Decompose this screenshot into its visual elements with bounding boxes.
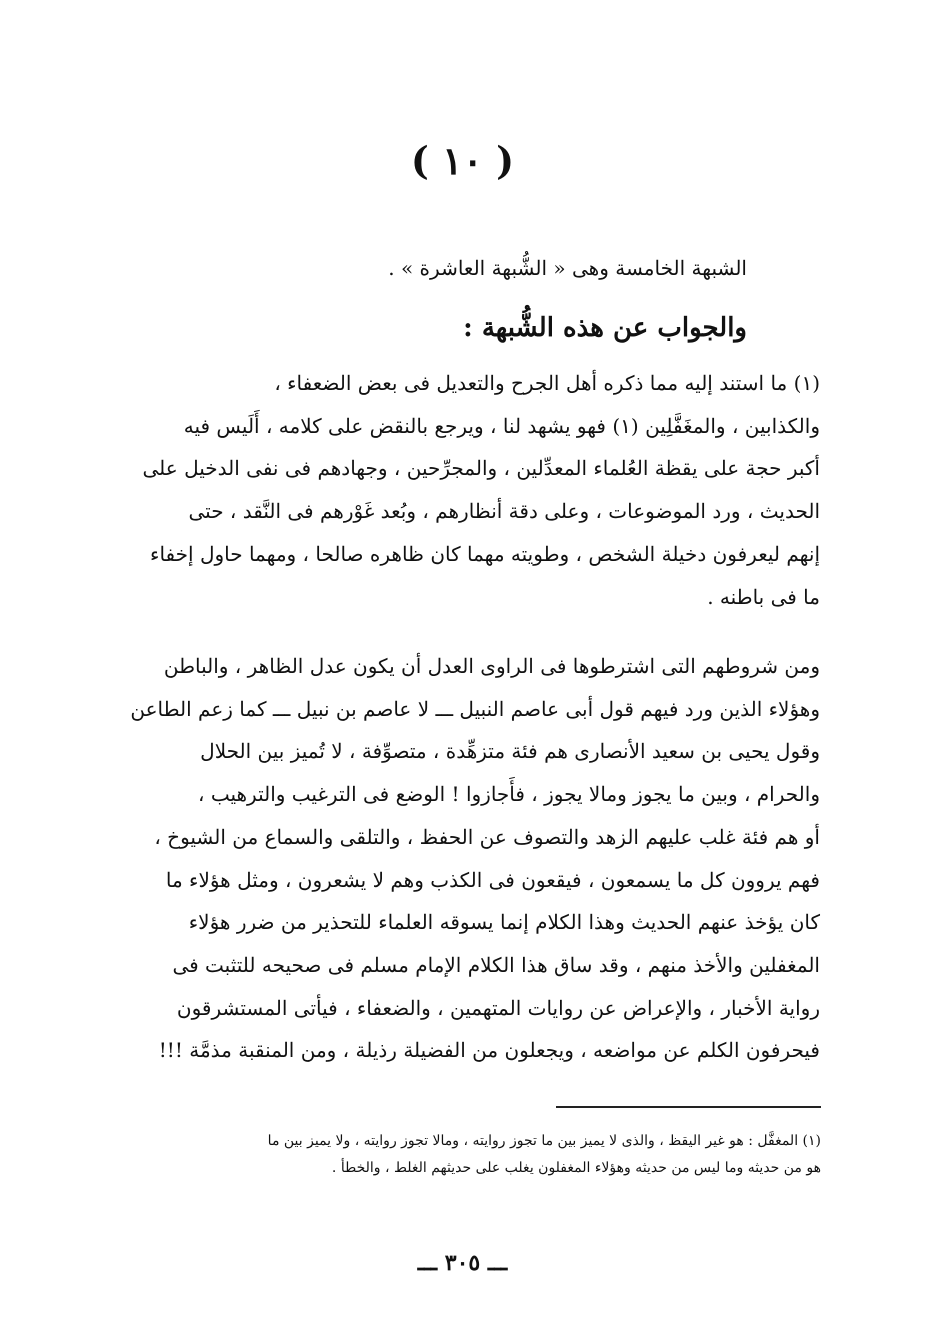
paragraph-2 [105, 645, 820, 1072]
footnote-line: (١) المغفَّل : هو غير اليقظ ، والذى لا يميز بين ما تجوز روايته ، ومالا تجوز روايته ، ولا يميز بين ما [267, 1133, 821, 1149]
paragraph-line: ما فى باطنه . [707, 584, 820, 609]
paragraph-line: والكذابين ، والمغَفَّلِين (١) فهو يشهد لنا ، ويرجع بالنقض على كلامه ، أَلَيس فيه [183, 413, 820, 438]
paragraph-line: أو هم فئة غلب عليهم الزهد والتصوف عن الحفظ ، والتلقى والسماع من الشيوخ ، [154, 824, 820, 849]
footnote-line: هو من حديثه وما ليس من حديثه وهؤلاء المغفلون يغلب على حديثهم الغلط ، والخطأ . [331, 1160, 821, 1176]
paragraph-line: فيحرفون الكلم عن مواضعه ، ويجعلون من الفضيلة رذيلة ، ومن المنقبة مذمَّة !!! [158, 1038, 820, 1063]
paragraph-line: وهؤلاء الذين ورد فيهم قول أبى عاصم النبيل ـــ لا عاصم بن نبيل ـــ كما زعم الطاعن [130, 696, 820, 721]
chapter-number: ( ١٠ ) [410, 138, 515, 183]
paragraph-line: (١) ما استند إليه مما ذكره أهل الجرح والتعديل فى بعض الضعفاء ، [274, 371, 820, 395]
paragraph-line: إنهم ليعرفون دخيلة الشخص ، وطويته مهما كان ظاهره صالحا ، ومهما حاول إخفاء [150, 541, 820, 566]
paragraph-1 [105, 362, 820, 618]
paragraph-line: أكبر حجة على يقظة العُلماء المعدِّلين ، والمجرِّحين ، وجهادهم فى نفى الدخيل على [142, 456, 820, 481]
section-heading: والجواب عن هذه الشُّبهة : [463, 313, 747, 343]
footnote [105, 1128, 821, 1182]
paragraph-line: فهم يروون كل ما يسمعون ، فيقعون فى الكذب وهم لا يشعرون ، ومثل هؤلاء ما [165, 867, 820, 892]
paragraph-line: وقول يحيى بن سعيد الأنصارى هم فئة متزهِّدة ، متصوِّفة ، لا تُميز بين الحلال [200, 739, 820, 764]
paragraph-line: كان يؤخذ عنهم الحديث وهذا الكلام إنما يسوقه العلماء للتحذير من ضرر هؤلاء [188, 910, 820, 935]
paragraph-line: رواية الأخبار ، والإعراض عن روايات المتهمين ، والضعفاء ، فيأتى المستشرقون [176, 995, 820, 1020]
paragraph-line: الحديث ، ورد الموضوعات ، وعلى دقة أنظارهم ، وبُعد غَوْرهم فى النَّقد ، حتى [188, 499, 820, 524]
paragraph-line: ومن شروطهم التى اشترطوها فى الراوى العدل أن يكون عدل الظاهر ، والباطن [163, 654, 820, 678]
section-subtitle: الشبهة الخامسة وهى « الشُّبهة العاشرة » . [388, 256, 747, 280]
page-number: ـــ ٣٠٥ ـــ [417, 1250, 508, 1276]
footnote-divider [556, 1106, 821, 1108]
paragraph-line: والحرام ، وبين ما يجوز ومالا يجوز ، فأَجازوا ! الوضع فى الترغيب والترهيب ، [198, 782, 820, 807]
paragraph-line: المغفلين والأخذ منهم ، وقد ساق هذا الكلام الإمام مسلم فى صحيحه للتثبت فى [172, 952, 820, 977]
